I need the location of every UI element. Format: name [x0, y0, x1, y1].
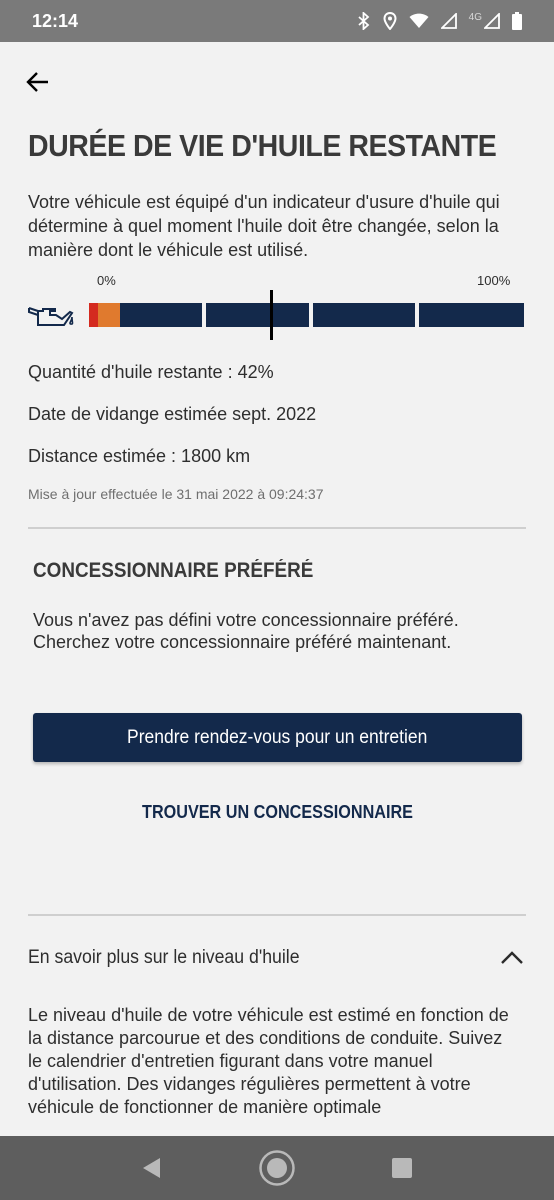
- learn-more-accordion-header[interactable]: [28, 940, 526, 976]
- status-time: 12:14: [32, 10, 79, 31]
- find-dealer-link-label: TROUVER UN CONCESSIONNAIRE: [142, 801, 413, 822]
- oil-life-screen: [0, 42, 554, 1136]
- dealer-message: Vous n'avez pas défini votre concessionnaire préféré. Cherchez votre concessionnaire préféré maintenant.: [33, 610, 459, 652]
- circle-home-icon: [258, 1149, 296, 1187]
- oil-life-description: Votre véhicule est équipé d'un indicateur d'usure d'huile qui détermine à quel moment l'huile doit être changée, selon la manière dont le véhicule est utilisé.: [28, 192, 500, 260]
- divider: [28, 527, 526, 529]
- oil-life-gauge: [89, 303, 524, 327]
- bluetooth-icon: [357, 12, 371, 30]
- oil-remaining-text: Quantité d'huile restante : 42%: [28, 362, 274, 382]
- page-title: DURÉE DE VIE D'HUILE RESTANTE: [28, 128, 497, 163]
- oil-can-icon: [26, 300, 76, 330]
- square-recents-icon: [391, 1157, 413, 1179]
- divider: [28, 914, 526, 916]
- estimated-distance-text: Distance estimée : 1800 km: [28, 446, 251, 466]
- last-updated-text: Mise à jour effectuée le 31 mai 2022 à 09:24:37: [28, 486, 324, 502]
- dealer-section-title: CONCESSIONNAIRE PRÉFÉRÉ: [33, 559, 314, 582]
- scale-min-label: 0%: [97, 273, 116, 288]
- wifi-icon: [409, 13, 429, 29]
- battery-icon: [512, 12, 522, 30]
- signal-icon: [441, 13, 457, 29]
- oil-change-date-text: Date de vidange estimée sept. 2022: [28, 404, 317, 424]
- find-dealer-link[interactable]: [33, 797, 522, 827]
- gauge-segment-4: [419, 303, 524, 327]
- location-icon: [383, 12, 397, 30]
- triangle-back-icon: [141, 1157, 163, 1179]
- status-icons: [357, 12, 522, 30]
- nav-home-button[interactable]: [253, 1144, 301, 1192]
- gauge-segment-3: [313, 303, 415, 327]
- learn-more-body: Le niveau d'huile de votre véhicule est estimé en fonction de la distance parcourue et des conditions de conduite. Suivez le calendrier d'entretien figurant dans votre manuel d'utilisation. Des vidanges régulières permettent à votre véhicule de fonctionner de manière optimale: [28, 1005, 509, 1117]
- gauge-segment-2: [206, 303, 309, 327]
- gauge-warning-zone: [98, 303, 120, 327]
- arrow-left-icon: [26, 71, 50, 93]
- gauge-level-marker: [270, 290, 273, 340]
- book-service-button[interactable]: [33, 713, 522, 762]
- nav-back-button[interactable]: [128, 1144, 176, 1192]
- chevron-up-icon: [500, 951, 524, 965]
- network-type: 4G: [468, 11, 482, 23]
- learn-more-title: En savoir plus sur le niveau d'huile: [28, 947, 300, 968]
- scale-max-label: 100%: [477, 273, 511, 288]
- nav-recents-button[interactable]: [378, 1144, 426, 1192]
- navigation-bar: [0, 1136, 554, 1200]
- gauge-critical-zone: [89, 303, 98, 327]
- book-service-button-label: Prendre rendez-vous pour un entretien: [127, 726, 428, 748]
- signal-4g-icon: [484, 13, 500, 29]
- status-bar: [0, 0, 554, 42]
- back-button[interactable]: [22, 66, 54, 98]
